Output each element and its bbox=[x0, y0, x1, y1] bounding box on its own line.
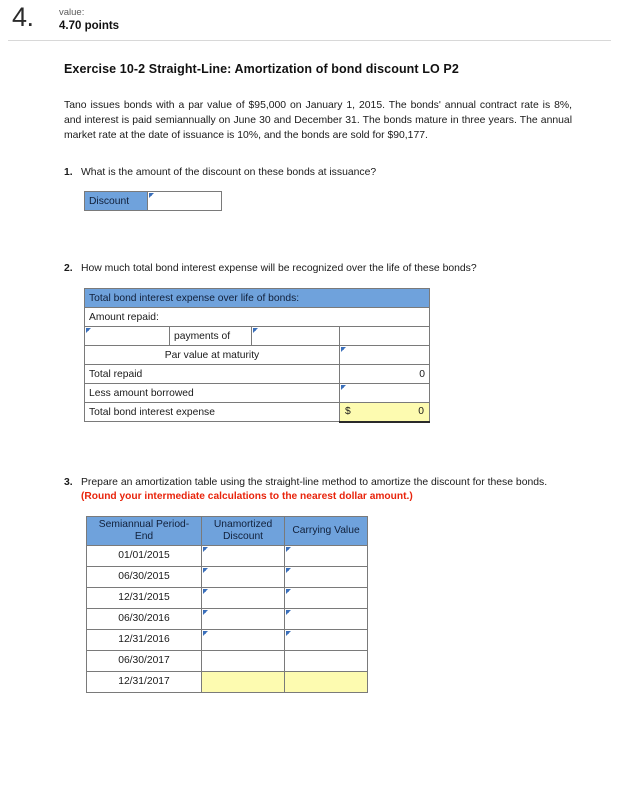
question-1-prompt bbox=[64, 165, 572, 180]
unamortized-discount-cell[interactable] bbox=[202, 629, 285, 650]
question-2-block bbox=[64, 261, 574, 423]
exercise-title: Exercise 10-2 Straight-Line: Amortization of bond discount LO P2 bbox=[64, 62, 459, 76]
question-1-marker: 1. bbox=[64, 167, 73, 178]
table-row bbox=[87, 587, 368, 608]
payments-of-cell-2[interactable] bbox=[252, 327, 340, 346]
question-2-text: How much total bond interest expense will be recognized over the life of these bonds? bbox=[81, 263, 477, 274]
total-bond-interest-expense-cell-1 bbox=[340, 403, 430, 422]
table-row bbox=[87, 629, 368, 650]
period-end-cell: 12/31/2016 bbox=[87, 629, 202, 650]
table-row bbox=[87, 608, 368, 629]
question-3-marker: 3. bbox=[64, 476, 73, 488]
table-header-row bbox=[85, 289, 430, 308]
question-3-text: Prepare an amortization table using the straight-line method to amortize the discount for these bonds. bbox=[81, 476, 548, 488]
carrying-value-cell[interactable] bbox=[285, 650, 368, 671]
unamortized-discount-cell[interactable] bbox=[202, 566, 285, 587]
table-row bbox=[85, 365, 430, 384]
discount-input-cell[interactable] bbox=[148, 192, 222, 211]
exercise-content bbox=[64, 62, 574, 693]
table-row bbox=[87, 650, 368, 671]
table-row bbox=[85, 384, 430, 403]
amount-repaid-cell-0: Amount repaid: bbox=[85, 308, 430, 327]
question-header bbox=[0, 0, 619, 40]
carrying-value-cell[interactable] bbox=[285, 566, 368, 587]
question-number: 4. bbox=[12, 2, 34, 32]
period-end-cell: 01/01/2015 bbox=[87, 545, 202, 566]
table-row bbox=[85, 192, 222, 211]
table-row bbox=[87, 671, 368, 692]
question-1-block bbox=[64, 165, 574, 211]
total-bond-interest-expense-currency: $ bbox=[345, 406, 351, 418]
carrying-value-cell[interactable] bbox=[285, 671, 368, 692]
question-3-rounding-note: (Round your intermediate calculations to the nearest dollar amount.) bbox=[81, 490, 413, 502]
period-end-cell: 06/30/2015 bbox=[87, 566, 202, 587]
table-row bbox=[85, 403, 430, 422]
par-value-at-maturity-cell-0: Par value at maturity bbox=[85, 346, 340, 365]
carrying-value-cell[interactable] bbox=[285, 587, 368, 608]
table-row bbox=[87, 566, 368, 587]
column-header-unamortized-discount: Unamortized Discount bbox=[202, 516, 285, 545]
period-end-cell: 12/31/2015 bbox=[87, 587, 202, 608]
discount-table bbox=[84, 191, 222, 211]
question-3-prompt bbox=[64, 475, 572, 490]
question-3-block bbox=[64, 475, 574, 693]
points-value: 4.70 points bbox=[59, 20, 120, 32]
question-2-marker: 2. bbox=[64, 263, 73, 274]
amortization-table bbox=[86, 516, 368, 693]
total-bond-interest-expense-amount: 0 bbox=[418, 406, 425, 418]
unamortized-discount-cell[interactable] bbox=[202, 608, 285, 629]
payments-of-cell-1: payments of bbox=[170, 327, 252, 346]
payments-of-cell-0[interactable] bbox=[85, 327, 170, 346]
carrying-value-cell[interactable] bbox=[285, 608, 368, 629]
period-end-cell: 06/30/2017 bbox=[87, 650, 202, 671]
question-value-block bbox=[59, 7, 119, 33]
table-header-row bbox=[87, 516, 368, 545]
total-bond-interest-expense-table bbox=[84, 288, 430, 423]
period-end-cell: 06/30/2016 bbox=[87, 608, 202, 629]
total-repaid-cell-1: 0 bbox=[340, 365, 430, 384]
table-row bbox=[85, 308, 430, 327]
carrying-value-cell[interactable] bbox=[285, 629, 368, 650]
unamortized-discount-cell[interactable] bbox=[202, 671, 285, 692]
question-2-prompt bbox=[64, 261, 572, 276]
table-row bbox=[85, 327, 430, 346]
table-row bbox=[85, 346, 430, 365]
interest-table-header: Total bond interest expense over life of bonds: bbox=[85, 289, 430, 308]
carrying-value-cell[interactable] bbox=[285, 545, 368, 566]
less-amount-borrowed-cell-0: Less amount borrowed bbox=[85, 384, 340, 403]
column-header-period: Semiannual Period-End bbox=[87, 516, 202, 545]
total-repaid-cell-0: Total repaid bbox=[85, 365, 340, 384]
table-row bbox=[87, 545, 368, 566]
question-1-text: What is the amount of the discount on these bonds at issuance? bbox=[81, 167, 377, 178]
discount-label-cell: Discount bbox=[85, 192, 148, 211]
par-value-at-maturity-cell-1[interactable] bbox=[340, 346, 430, 365]
exercise-intro-text: Tano issues bonds with a par value of $95,000 on January 1, 2015. The bonds' annual contract rate is 8%, and interest is paid semiannually on June 30 and December 31. The bonds mature in three years. The annual market rate at the date of issuance is 10%, and the bonds are sold for $90,177. bbox=[64, 100, 572, 141]
unamortized-discount-cell[interactable] bbox=[202, 650, 285, 671]
unamortized-discount-cell[interactable] bbox=[202, 545, 285, 566]
period-end-cell: 12/31/2017 bbox=[87, 671, 202, 692]
header-divider bbox=[8, 40, 611, 41]
value-label: value: bbox=[59, 7, 85, 18]
less-amount-borrowed-cell-1[interactable] bbox=[340, 384, 430, 403]
payments-of-cell-3 bbox=[340, 327, 430, 346]
column-header-carrying-value: Carrying Value bbox=[285, 516, 368, 545]
unamortized-discount-cell[interactable] bbox=[202, 587, 285, 608]
total-bond-interest-expense-cell-0: Total bond interest expense bbox=[85, 403, 340, 422]
